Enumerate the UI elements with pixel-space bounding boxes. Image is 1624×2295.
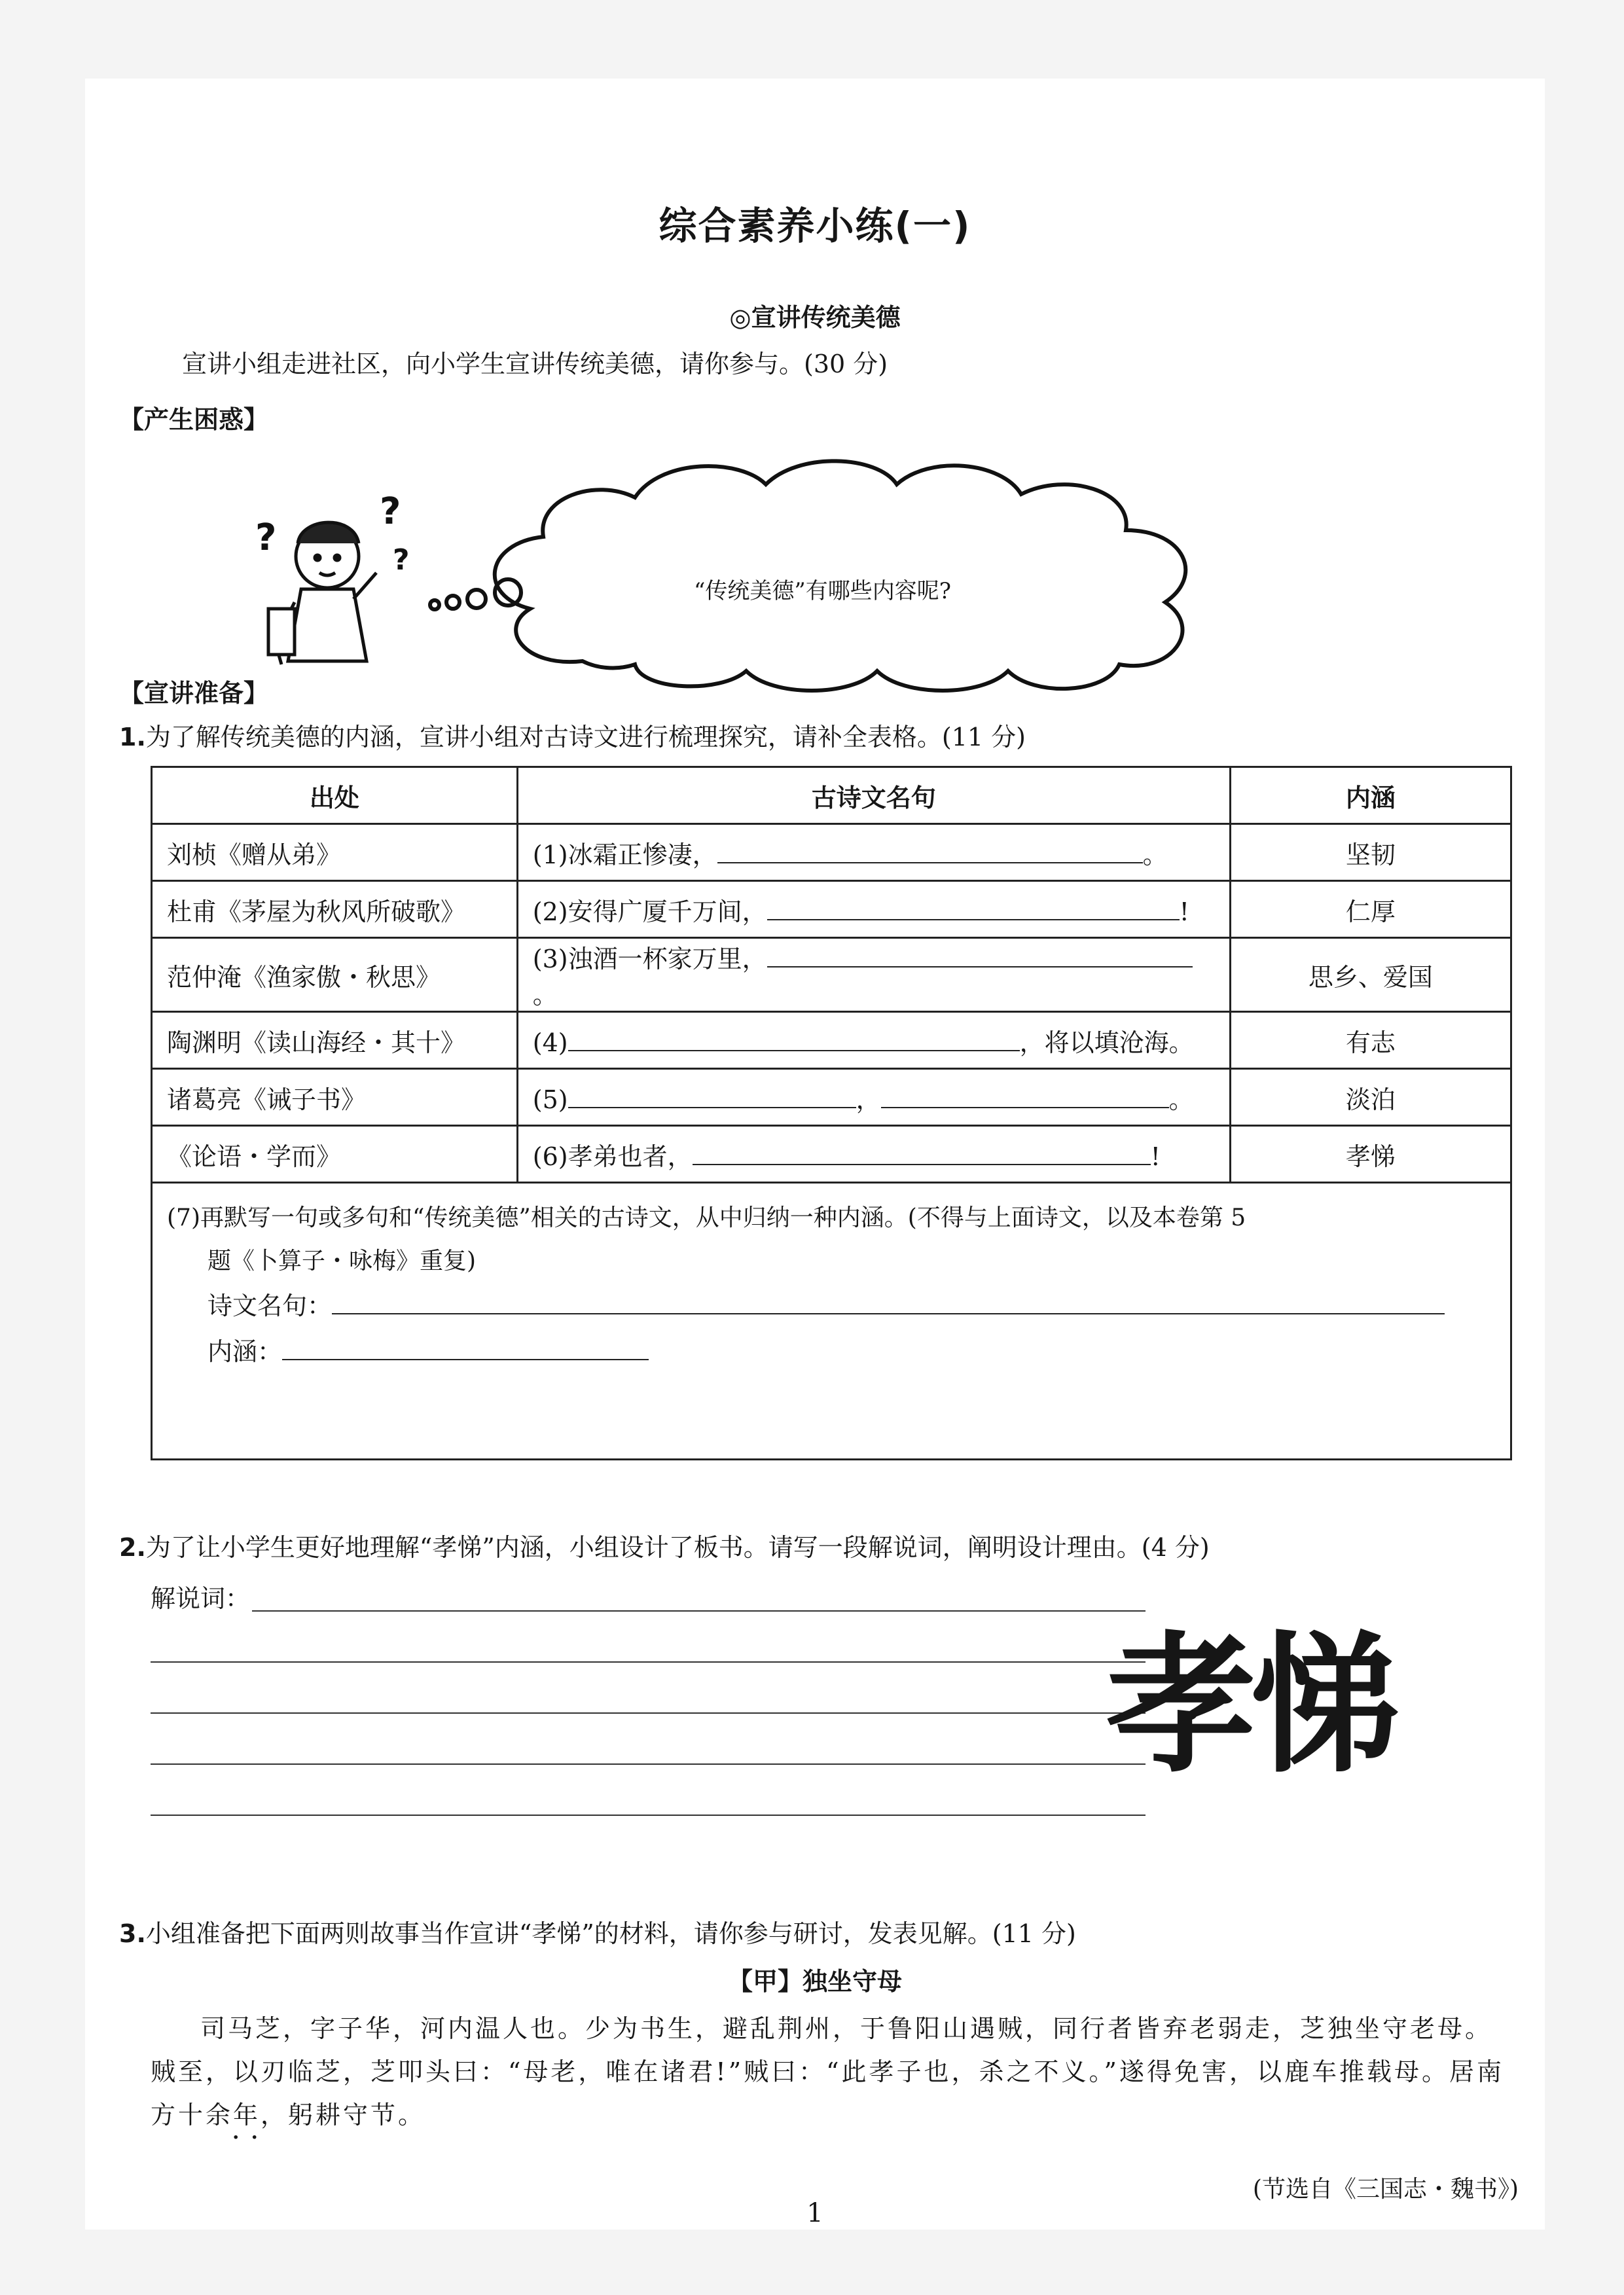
- row-quote: [517, 881, 1230, 938]
- question-1-number: 1.: [119, 723, 146, 751]
- meaning-answer-blank[interactable]: [282, 1335, 649, 1360]
- header-quote: 古诗文名句: [517, 767, 1230, 824]
- quote-prefix: (3)浊酒一杯家万里，: [532, 945, 767, 973]
- explanation-line[interactable]: [151, 1712, 1146, 1714]
- row-source: 刘桢《赠从弟》: [152, 824, 518, 881]
- intro-text: 宣讲小组走进社区，向小学生宣讲传统美德，请你参与。(30 分): [182, 350, 888, 378]
- question-3-number: 3.: [119, 1919, 146, 1948]
- row-quote: [517, 938, 1230, 1012]
- quote-suffix: ，将以填沧海。: [1019, 1028, 1194, 1057]
- question-1-text: 为了解传统美德的内涵，宣讲小组对古诗文进行梳理探究，请补全表格。(11 分): [145, 723, 1026, 751]
- quote-suffix: !: [1150, 1142, 1161, 1171]
- quote-prefix: (1)冰霜正惨凄，: [532, 840, 717, 869]
- page-number: 1: [806, 2198, 823, 2228]
- quote-suffix: 。: [1142, 840, 1168, 869]
- question-2-text: 为了让小学生更好地理解“孝悌”内涵，小组设计了板书。请写一段解说词，阐明设计理由。(4 分): [145, 1533, 1210, 1562]
- quote-suffix: 。: [1168, 1085, 1194, 1114]
- row-meaning: 思乡、爱国: [1230, 938, 1511, 1012]
- section-heading: ◎宣讲传统美德: [729, 303, 901, 332]
- poetry-table: [151, 766, 1512, 1460]
- table-row: [152, 824, 1511, 881]
- row-quote: [517, 1012, 1230, 1069]
- quote-prefix: (4): [532, 1028, 568, 1057]
- answer-blank[interactable]: [767, 943, 1193, 967]
- row-quote: [517, 1069, 1230, 1126]
- svg-text:?: ?: [380, 490, 401, 533]
- label-confusion: 【产生困惑】: [119, 405, 269, 434]
- question-1: [119, 720, 1026, 754]
- quote-prefix: (6)孝弟也者，: [532, 1142, 693, 1171]
- table-row: [152, 1069, 1511, 1126]
- quote-suffix: 。: [532, 981, 558, 1009]
- table-row-subquestion-7: [152, 1183, 1511, 1460]
- cloud-question: “传统美德”有哪些内容呢?: [694, 578, 951, 604]
- explanation-line[interactable]: [151, 1815, 1146, 1816]
- subquestion-7-line2: 题《卜算子・咏梅》重复): [208, 1248, 477, 1274]
- answer-blank[interactable]: [881, 1083, 1169, 1108]
- row-quote: [517, 824, 1230, 881]
- answer-blank[interactable]: [693, 1140, 1151, 1165]
- question-3: [119, 1917, 1076, 1951]
- subquestion-7-line1: (7)再默写一句或多句和“传统美德”相关的古诗文，从中归纳一种内涵。(不得与上面诗文，以及本卷第 5: [167, 1204, 1246, 1231]
- story-source: (节选自《三国志・魏书》): [1252, 2176, 1519, 2203]
- quote-mid: ，: [856, 1085, 881, 1114]
- svg-text:?: ?: [393, 543, 410, 577]
- story-line: 贼至，以刃临芝，芝叩头曰：“母老，唯在诸君!”贼曰：“此孝子也，杀之不义。”遂得免害，以鹿车推载母。居南: [151, 2057, 1504, 2086]
- table-row: [152, 1012, 1511, 1069]
- meaning-answer-row: [167, 1329, 1496, 1375]
- quote-prefix: (2)安得广厦千万间，: [532, 897, 767, 926]
- poem-answer-blank[interactable]: [332, 1290, 1445, 1314]
- row-source: 陶渊明《读山海经・其十》: [152, 1012, 518, 1069]
- poem-answer-row: [167, 1283, 1496, 1329]
- meaning-answer-label: 内涵：: [208, 1337, 283, 1366]
- subquestion-7-cell: [152, 1183, 1511, 1460]
- poem-answer-label: 诗文名句：: [208, 1292, 333, 1320]
- row-quote: [517, 1126, 1230, 1183]
- answer-blank[interactable]: [717, 839, 1143, 863]
- answer-blank[interactable]: [767, 895, 1180, 920]
- answer-blank[interactable]: [568, 1026, 1020, 1051]
- story-body: [151, 2007, 1512, 2137]
- row-meaning: 孝悌: [1230, 1126, 1511, 1183]
- row-source: 范仲淹《渔家傲・秋思》: [152, 938, 518, 1012]
- story-line: 方十余年，躬耕守节。: [151, 2101, 426, 2129]
- explanation-label: 解说词：: [151, 1584, 251, 1613]
- header-source: 出处: [152, 767, 518, 824]
- explanation-line[interactable]: [252, 1610, 1146, 1612]
- question-2: [119, 1530, 1210, 1564]
- table-row: [152, 881, 1511, 938]
- row-meaning: 淡泊: [1230, 1069, 1511, 1126]
- svg-text:?: ?: [255, 516, 277, 559]
- question-2-number: 2.: [119, 1533, 146, 1562]
- table-row: [152, 938, 1511, 1012]
- row-source: 杜甫《茅屋为秋风所破歌》: [152, 881, 518, 938]
- explanation-line[interactable]: [151, 1763, 1146, 1765]
- row-source: 诸葛亮《诫子书》: [152, 1069, 518, 1126]
- header-meaning: 内涵: [1230, 767, 1511, 824]
- story-title: 【甲】独坐守母: [727, 1967, 902, 1996]
- child-icon: [268, 522, 376, 664]
- explanation-line[interactable]: [151, 1661, 1146, 1663]
- quote-prefix: (5): [532, 1085, 568, 1114]
- board-design-chars: 孝悌: [1106, 1619, 1395, 1794]
- row-source: 《论语・学而》: [152, 1126, 518, 1183]
- table-header-row: [152, 767, 1511, 824]
- question-3-text: 小组准备把下面两则故事当作宣讲“孝悌”的材料，请你参与研讨，发表见解。(11 分): [145, 1919, 1076, 1948]
- row-meaning: 有志: [1230, 1012, 1511, 1069]
- page: [85, 79, 1545, 2230]
- label-prepare: 【宣讲准备】: [119, 679, 269, 708]
- row-meaning: 坚韧: [1230, 824, 1511, 881]
- quote-suffix: !: [1179, 897, 1189, 926]
- emphasis-dots: ··: [232, 2126, 270, 2149]
- answer-blank[interactable]: [568, 1083, 856, 1108]
- page-title: 综合素养小练(一): [659, 204, 971, 248]
- story-line: 司马芝，字子华，河内温人也。少为书生，避乱荆州，于鲁阳山遇贼，同行者皆弃老弱走，芝独坐守老母。: [200, 2014, 1493, 2043]
- row-meaning: 仁厚: [1230, 881, 1511, 938]
- table-row: [152, 1126, 1511, 1183]
